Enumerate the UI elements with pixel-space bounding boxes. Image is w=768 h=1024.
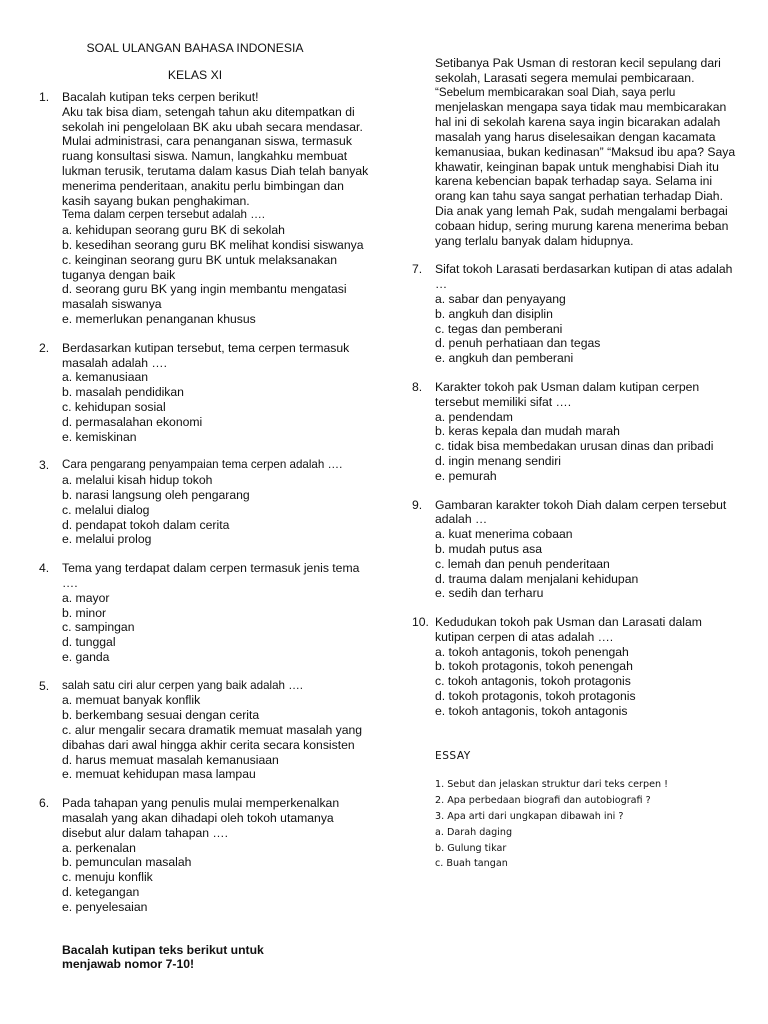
question-8 bbox=[412, 380, 757, 484]
option-c: c. tegas dan pemberani bbox=[435, 321, 563, 336]
option-b: b. mudah putus asa bbox=[435, 541, 543, 556]
passage-line: orang kan tahu saya sangat perhatian terhadap Diah. bbox=[435, 189, 723, 204]
option-d: d. harus memuat masalah kemanusiaan bbox=[62, 752, 279, 767]
essay-title: ESSAY bbox=[435, 749, 471, 762]
reading-instruction bbox=[39, 943, 389, 973]
question-text: salah satu ciri alur cerpen yang baik adalah …. bbox=[62, 678, 304, 692]
question-10 bbox=[412, 615, 757, 719]
option-a: a. kemanusiaan bbox=[62, 370, 149, 385]
option-e: e. melalui prolog bbox=[62, 532, 152, 547]
instruction-line: Bacalah kutipan teks berikut untuk bbox=[62, 942, 264, 957]
option-c-cont: tuganya dengan baik bbox=[62, 267, 176, 282]
option-b: b. tokoh protagonis, tokoh penengah bbox=[435, 659, 633, 674]
passage-line: ruang konsultasi siswa. Namun, langkahku membuat bbox=[62, 149, 348, 164]
passage-line: kasih sayang bukan penghakiman. bbox=[62, 193, 250, 208]
option-c: c. keinginan seorang guru BK untuk melaksanakan bbox=[62, 252, 338, 267]
option-e: e. ganda bbox=[62, 649, 110, 664]
option-a: a. tokoh antagonis, tokoh penengah bbox=[435, 644, 629, 659]
exam-class: KELAS XI bbox=[167, 68, 223, 82]
option-a: a. mayor bbox=[62, 590, 110, 605]
passage-line: “Sebelum membicarakan soal Diah, saya perlu bbox=[435, 85, 676, 99]
question-text: disebut alur dalam tahapan …. bbox=[62, 825, 228, 840]
passage-line: sekolah, Larasati segera memulai pembicaraan. bbox=[435, 70, 695, 85]
passage-line: menjelaskan mengapa saya tidak mau membicarakan bbox=[435, 100, 727, 115]
question-4 bbox=[39, 561, 389, 665]
question-7 bbox=[412, 262, 757, 366]
option-d: d. seorang guru BK yang ingin membantu mengatasi bbox=[62, 282, 347, 297]
question-text: Berdasarkan kutipan tersebut, tema cerpen termasuk bbox=[62, 340, 350, 355]
passage-line: Dia anak yang lemah Pak, sudah mengalami berbagai bbox=[435, 203, 728, 218]
option-a: a. perkenalan bbox=[62, 840, 136, 855]
question-text: kutipan cerpen di atas adalah …. bbox=[435, 629, 614, 644]
question-text: Sifat tokoh Larasati berdasarkan kutipan di atas adalah bbox=[435, 262, 733, 277]
essay-section bbox=[412, 749, 757, 873]
question-number: 10. bbox=[412, 615, 429, 630]
option-b: b. angkuh dan disiplin bbox=[435, 306, 553, 321]
question-number: 9. bbox=[412, 497, 423, 512]
option-d: d. ketegangan bbox=[62, 885, 140, 900]
option-a: a. pendendam bbox=[435, 409, 513, 424]
question-number: 6. bbox=[39, 796, 50, 811]
story-passage bbox=[412, 56, 757, 248]
question-prompt: Tema dalam cerpen tersebut adalah …. bbox=[62, 208, 266, 222]
option-b: b. masalah pendidikan bbox=[62, 385, 184, 400]
left-column bbox=[39, 90, 389, 972]
option-e: e. penyelesaian bbox=[62, 899, 148, 914]
question-number: 7. bbox=[412, 262, 423, 277]
passage-line: khawatir, keinginan bapak untuk menghabisi Diah itu bbox=[435, 159, 719, 174]
question-text: masalah adalah …. bbox=[62, 355, 168, 370]
option-c: c. lemah dan penuh penderitaan bbox=[435, 556, 610, 571]
question-5 bbox=[39, 679, 389, 783]
right-column bbox=[412, 56, 757, 872]
passage-line: Aku tak bisa diam, setengah tahun aku ditempatkan di bbox=[62, 104, 355, 119]
option-c: c. sampingan bbox=[62, 620, 135, 635]
essay-item: 2. Apa perbedaan biografi dan autobiografi ? bbox=[435, 795, 651, 807]
question-1 bbox=[39, 90, 389, 327]
option-d: d. tokoh protagonis, tokoh protagonis bbox=[435, 689, 636, 704]
option-e: e. kemiskinan bbox=[62, 429, 137, 444]
question-number: 5. bbox=[39, 678, 50, 693]
question-text: Pada tahapan yang penulis mulai memperkenalkan bbox=[62, 796, 340, 811]
option-e: e. memuat kehidupan masa lampau bbox=[62, 767, 256, 782]
question-number: 4. bbox=[39, 561, 50, 576]
option-d-cont: masalah siswanya bbox=[62, 297, 162, 312]
option-b: b. berkembang sesuai dengan cerita bbox=[62, 708, 260, 723]
option-b: b. keras kepala dan mudah marah bbox=[435, 424, 620, 439]
essay-item: 3. Apa arti dari ungkapan dibawah ini ? bbox=[435, 811, 624, 823]
option-a: a. memuat banyak konflik bbox=[62, 693, 201, 708]
question-text: … bbox=[435, 277, 448, 292]
question-text: Kedudukan tokoh pak Usman dan Larasati dalam bbox=[435, 615, 702, 630]
question-text: Cara pengarang penyampaian tema cerpen adalah …. bbox=[62, 458, 343, 472]
option-d: d. pendapat tokoh dalam cerita bbox=[62, 517, 230, 532]
passage-line: menerima penderitaan, anakitu perlu bimbingan dan bbox=[62, 178, 344, 193]
option-c: c. alur mengalir secara dramatik memuat masalah yang bbox=[62, 723, 363, 738]
option-b: b. pemunculan masalah bbox=[62, 855, 192, 870]
option-c: c. melalui dialog bbox=[62, 502, 150, 517]
passage-line: hal ini di sekolah karena saya ingin bicarakan adalah bbox=[435, 115, 721, 130]
option-d: d. permasalahan ekonomi bbox=[62, 414, 203, 429]
question-text: masalah yang akan dihadapi oleh tokoh utamanya bbox=[62, 811, 334, 826]
passage-line: lukman terusik, terutama dalam kasus Diah telah banyak bbox=[62, 163, 369, 178]
option-d: d. tunggal bbox=[62, 635, 116, 650]
option-b: b. kesedihan seorang guru BK melihat kondisi siswanya bbox=[62, 237, 364, 252]
option-b: b. minor bbox=[62, 605, 107, 620]
question-3 bbox=[39, 458, 389, 547]
essay-item: c. Buah tangan bbox=[435, 858, 508, 870]
question-text: tersebut memiliki sifat …. bbox=[435, 394, 572, 409]
question-number: 3. bbox=[39, 458, 50, 473]
passage-line: kemanusiaa, bukan kedinasan” “Maksud ibu apa? Saya bbox=[435, 144, 736, 159]
option-d: d. penuh perhatiaan dan tegas bbox=[435, 336, 601, 351]
essay-item: a. Darah daging bbox=[435, 826, 513, 838]
essay-item: 1. Sebut dan jelaskan struktur dari teks cerpen ! bbox=[435, 779, 668, 791]
option-a: a. sabar dan penyayang bbox=[435, 291, 566, 306]
option-e: e. tokoh antagonis, tokoh antagonis bbox=[435, 703, 628, 718]
essay-item: b. Gulung tikar bbox=[435, 842, 507, 854]
passage-line: karena kebencian bapak terhadap saya. Selama ini bbox=[435, 174, 713, 189]
passage-line: yang terlalu banyak dalam hidupnya. bbox=[435, 233, 634, 248]
question-9 bbox=[412, 498, 757, 602]
passage-line: Setibanya Pak Usman di restoran kecil sepulang dari bbox=[435, 56, 721, 70]
option-e: e. angkuh dan pemberani bbox=[435, 351, 574, 366]
option-e: e. pemurah bbox=[435, 468, 497, 483]
question-2 bbox=[39, 341, 389, 445]
option-a: a. melalui kisah hidup tokoh bbox=[62, 473, 213, 488]
question-number: 8. bbox=[412, 379, 423, 394]
option-e: e. memerlukan penanganan khusus bbox=[62, 311, 256, 326]
question-text: Tema yang terdapat dalam cerpen termasuk jenis tema bbox=[62, 561, 360, 576]
option-e: e. sedih dan terharu bbox=[435, 586, 544, 601]
option-c: c. menuju konflik bbox=[62, 870, 153, 885]
option-b: b. narasi langsung oleh pengarang bbox=[62, 487, 250, 502]
option-a: a. kehidupan seorang guru BK di sekolah bbox=[62, 223, 285, 238]
option-c: c. kehidupan sosial bbox=[62, 399, 166, 414]
question-text: Karakter tokoh pak Usman dalam kutipan cerpen bbox=[435, 379, 700, 394]
exam-title: SOAL ULANGAN BAHASA INDONESIA bbox=[86, 41, 304, 55]
question-text: …. bbox=[62, 575, 78, 590]
question-6 bbox=[39, 796, 389, 914]
option-a: a. kuat menerima cobaan bbox=[435, 527, 573, 542]
question-number: 1. bbox=[39, 90, 50, 104]
passage-line: masalah yang harus diselesaikan dengan kacamata bbox=[435, 129, 716, 144]
question-text: adalah … bbox=[435, 512, 488, 527]
essay-list bbox=[435, 777, 757, 872]
passage-line: sekolah ini pengelolaan BK aku ubah secara mendasar. bbox=[62, 119, 363, 134]
passage-line: cobaan hidup, sering murung karena menerima beban bbox=[435, 218, 729, 233]
instruction-line: menjawab nomor 7-10! bbox=[62, 957, 195, 972]
question-number: 2. bbox=[39, 340, 50, 355]
option-d: d. trauma dalam menjalani kehidupan bbox=[435, 571, 639, 586]
option-c-cont: dibahas dari awal hingga akhir cerita secara konsisten bbox=[62, 737, 355, 752]
question-text: Gambaran karakter tokoh Diah dalam cerpen tersebut bbox=[435, 497, 727, 512]
option-c: c. tokoh antagonis, tokoh protagonis bbox=[435, 674, 631, 689]
option-c: c. tidak bisa membedakan urusan dinas dan pribadi bbox=[435, 439, 714, 454]
option-d: d. ingin menang sendiri bbox=[435, 453, 562, 468]
passage-line: Mulai administrasi, cara penanganan siswa, termasuk bbox=[62, 134, 352, 149]
question-text: Bacalah kutipan teks cerpen berikut! bbox=[62, 90, 259, 104]
